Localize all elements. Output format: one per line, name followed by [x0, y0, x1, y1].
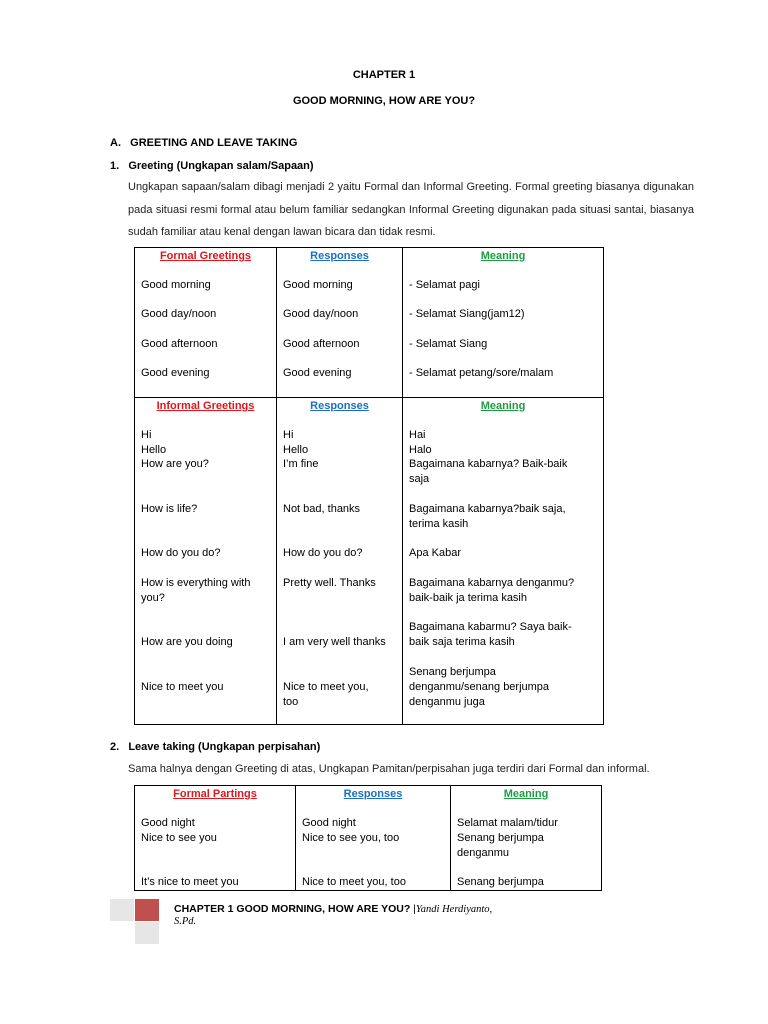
chapter-number: CHAPTER 1: [352, 69, 416, 81]
informal-meaning-item: Halo: [409, 444, 432, 456]
informal-meaning-item: denganmu/senang berjumpa: [409, 681, 550, 693]
parting-response-item: Good night: [302, 817, 356, 829]
informal-meaning-item: denganmu juga: [409, 696, 485, 708]
parting-item: Good night: [141, 817, 195, 829]
informal-response-item: I am very well thanks: [283, 636, 386, 648]
meaning-header: Meaning: [480, 400, 526, 412]
leave-taking-heading: 2. Leave taking (Ungkapan perpisahan): [110, 741, 321, 753]
meaning-header: Meaning: [480, 250, 526, 262]
page-title: GOOD MORNING, HOW ARE YOU?: [292, 95, 476, 107]
informal-greeting-item: How is life?: [141, 503, 198, 515]
footer-deco-gray-1: [110, 899, 134, 921]
parting-meaning-item: Senang berjumpa: [457, 876, 544, 888]
informal-greeting-item: Nice to meet you: [141, 681, 224, 693]
informal-greeting-item: you?: [141, 592, 165, 604]
parting-meaning-item: denganmu: [457, 847, 509, 859]
informal-response-item: I’m fine: [283, 458, 319, 470]
informal-greetings-row: [135, 398, 604, 725]
parting-item: It’s nice to meet you: [141, 876, 239, 888]
informal-meaning-item: baik-baik ja terima kasih: [409, 592, 527, 604]
parting-response-item: Nice to see you, too: [302, 832, 400, 844]
informal-meaning-item: Bagaimana kabarmu? Saya baik-: [409, 621, 572, 633]
formal-partings-header: Formal Partings: [173, 788, 257, 800]
meaning-header: Meaning: [503, 788, 549, 800]
formal-meaning-item: - Selamat Siang(jam12): [409, 308, 525, 320]
informal-meaning-item: terima kasih: [409, 518, 469, 530]
formal-response-item: Good afternoon: [283, 338, 360, 350]
informal-meaning-item: Senang berjumpa: [409, 666, 496, 678]
footer-separator: |: [410, 903, 416, 915]
responses-header: Responses: [343, 788, 403, 800]
greeting-heading: 1. Greeting (Ungkapan salam/Sapaan): [110, 160, 314, 172]
formal-response-item: Good morning: [283, 279, 353, 291]
footer-author-title: S.Pd.: [174, 916, 197, 927]
footer-chapter: CHAPTER 1 GOOD MORNING, HOW ARE YOU?: [174, 903, 411, 915]
informal-response-item: too: [283, 696, 299, 708]
informal-meaning-item: Bagaimana kabarnya denganmu?: [409, 577, 575, 589]
informal-response-item: Hello: [283, 444, 309, 456]
footer-deco-red: [135, 899, 159, 921]
section-a-heading: A. GREETING AND LEAVE TAKING: [110, 137, 298, 149]
informal-response-item: Pretty well. Thanks: [283, 577, 376, 589]
formal-greetings-row: [135, 248, 604, 398]
informal-greeting-item: Hi: [141, 429, 152, 441]
formal-meaning-item: - Selamat pagi: [409, 279, 480, 291]
greeting-paragraph: Ungkapan sapaan/salam dibagi menjadi 2 yaitu Formal dan Informal Greeting. Formal greeting biasanya digunakan pada situasi resmi formal atau belum familiar sedangkan Informal Greeting digunakan pada situasi santai, biasanya sudah familiar atau kenal dengan lawan bicara dan tidak resmi.: [128, 181, 694, 238]
leave-taking-paragraph: Sama halnya dengan Greeting di atas, Ungkapan Pamitan/perpisahan juga terdiri dari Formal dan informal.: [128, 763, 650, 775]
informal-meaning-item: Apa Kabar: [409, 547, 461, 559]
footer-deco-gray-2: [135, 922, 159, 944]
formal-response-item: Good day/noon: [283, 308, 359, 320]
formal-greeting-item: Good evening: [141, 367, 210, 379]
informal-response-item: Nice to meet you,: [283, 681, 369, 693]
informal-greeting-item: How do you do?: [141, 547, 221, 559]
formal-greeting-item: Good afternoon: [141, 338, 218, 350]
informal-meaning-item: Bagaimana kabarnya? Baik-baik: [409, 458, 568, 470]
informal-greeting-item: How are you?: [141, 458, 209, 470]
formal-partings-row: [135, 786, 602, 891]
formal-response-item: Good evening: [283, 367, 352, 379]
formal-greeting-item: Good morning: [141, 279, 211, 291]
footer-text: [174, 903, 492, 915]
informal-meaning-item: baik saja terima kasih: [409, 636, 515, 648]
greeting-table: [134, 247, 604, 725]
parting-response-item: Nice to meet you, too: [302, 876, 406, 888]
parting-table: [134, 785, 602, 891]
informal-response-item: Hi: [283, 429, 294, 441]
informal-greeting-item: How are you doing: [141, 636, 233, 648]
footer-author: Yandi Herdiyanto,: [415, 904, 493, 915]
informal-response-item: Not bad, thanks: [283, 503, 361, 515]
formal-meaning-item: - Selamat Siang: [409, 338, 488, 350]
parting-meaning-item: Selamat malam/tidur: [457, 817, 558, 829]
informal-greeting-item: Hello: [141, 444, 167, 456]
informal-greeting-item: How is everything with: [141, 577, 251, 589]
informal-meaning-item: Bagaimana kabarnya?baik saja,: [409, 503, 566, 515]
informal-meaning-item: Hai: [409, 429, 426, 441]
responses-header: Responses: [310, 400, 369, 412]
informal-meaning-item: saja: [409, 473, 430, 485]
formal-meaning-item: - Selamat petang/sore/malam: [409, 367, 554, 379]
parting-item: Nice to see you: [141, 832, 217, 844]
formal-greetings-header: Formal Greetings: [159, 250, 252, 262]
formal-greeting-item: Good day/noon: [141, 308, 217, 320]
parting-meaning-item: Senang berjumpa: [457, 832, 544, 844]
responses-header: Responses: [310, 250, 369, 262]
informal-greetings-header: Informal Greetings: [156, 400, 255, 412]
informal-response-item: How do you do?: [283, 547, 363, 559]
